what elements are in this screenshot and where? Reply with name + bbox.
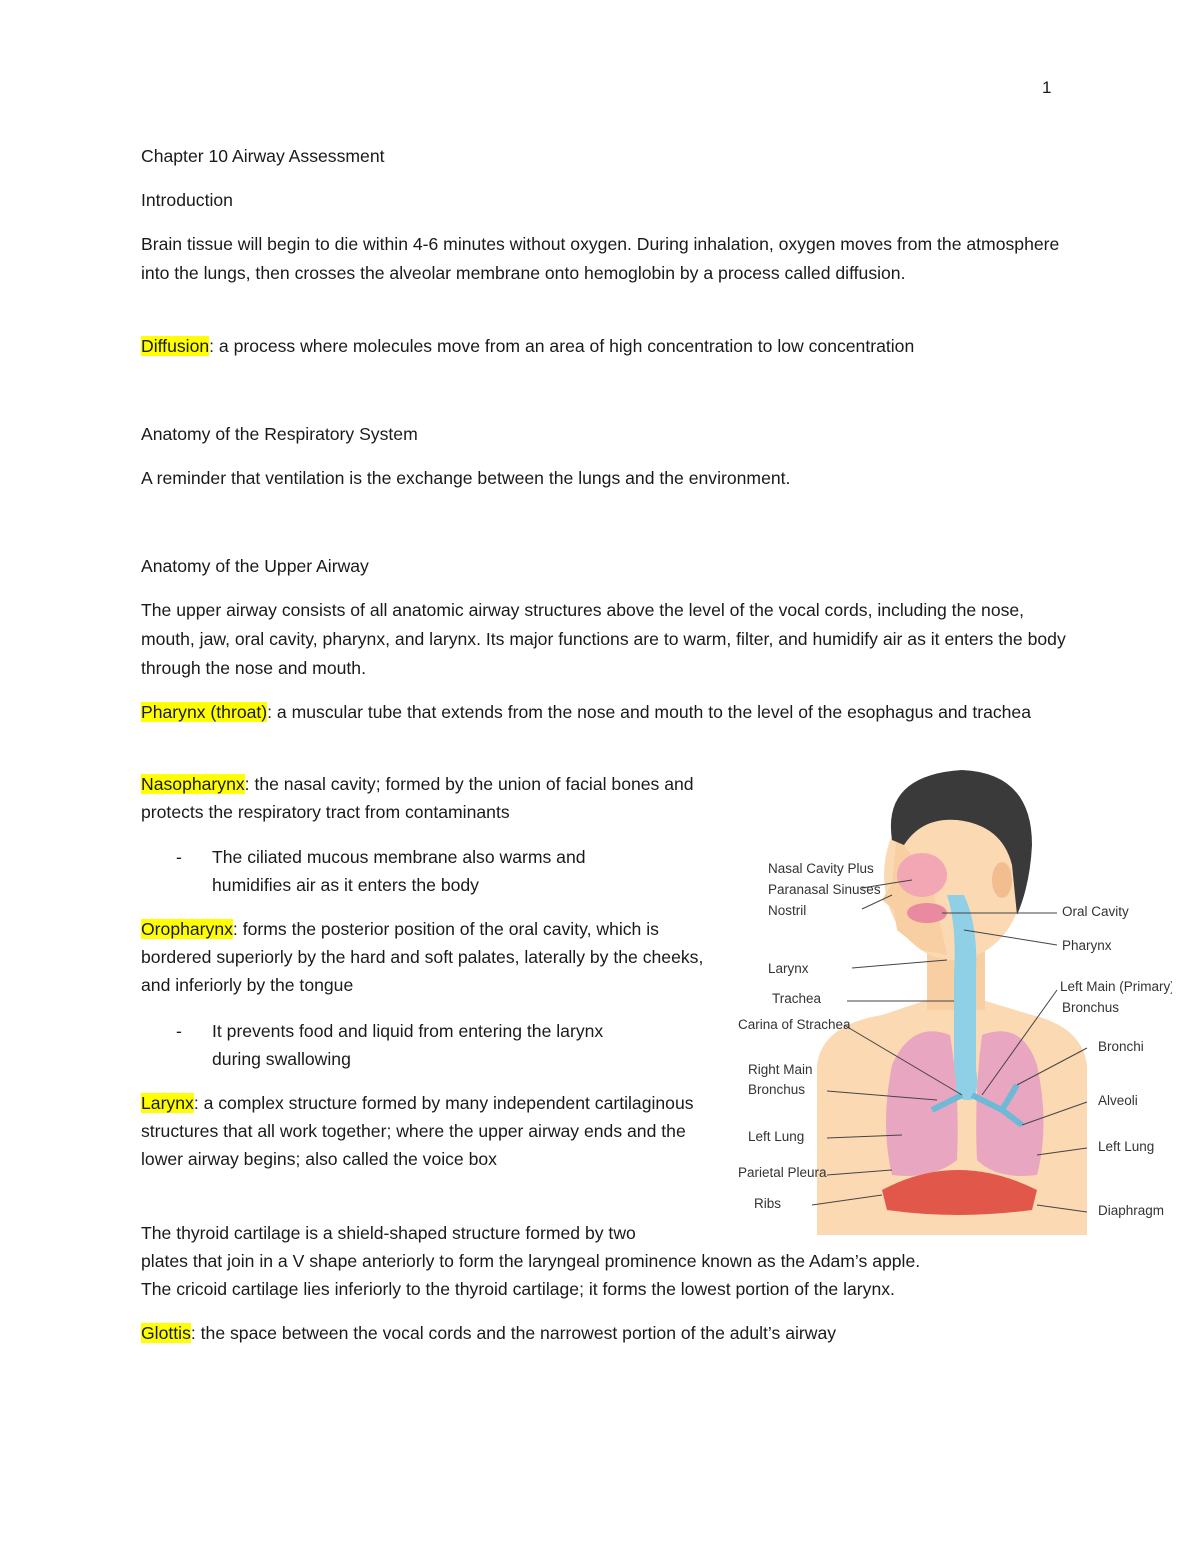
label-alveoli: Alveoli	[1098, 1093, 1138, 1108]
respiratory-system-figure	[732, 765, 1172, 1243]
label-oral-cavity: Oral Cavity	[1062, 904, 1129, 919]
pharynx-def: : a muscular tube that extends from the nose and mouth to the level of the esophagus and trachea	[267, 702, 1031, 722]
thyroid-line-2: plates that join in a V shape anteriorly to form the laryngeal prominence known as the Adam’s apple.	[141, 1251, 921, 1271]
page-number: 1	[1042, 78, 1052, 97]
label-left-lung-left: Left Lung	[748, 1129, 805, 1144]
label-ribs: Ribs	[754, 1196, 782, 1211]
label-carina: Carina of Strachea	[738, 1017, 851, 1032]
label-bronchi: Bronchi	[1098, 1039, 1144, 1054]
label-left-main-bronchus: Bronchus	[1062, 1000, 1120, 1015]
nasopharynx-definition	[141, 770, 721, 826]
diffusion-def: : a process where molecules move from an area of high concentration to low concentration	[209, 336, 915, 356]
label-left-lung-right: Left Lung	[1098, 1139, 1155, 1154]
ear	[992, 862, 1012, 898]
label-nasal-cavity: Nasal Cavity Plus	[768, 861, 874, 876]
label-paranasal-sinuses: Paranasal Sinuses	[768, 882, 881, 897]
respiratory-paragraph: A reminder that ventilation is the exchange between the lungs and the environment.	[141, 468, 791, 488]
thyroid-line-3: The cricoid cartilage lies inferiorly to the thyroid cartilage; it forms the lowest portion of the larynx.	[141, 1279, 895, 1299]
pharynx-definition	[141, 698, 1071, 726]
bullet-dash: -	[176, 1021, 182, 1041]
label-nostril: Nostril	[768, 903, 807, 918]
nasopharynx-def: : the nasal cavity; formed by the union of facial bones and protects the respiratory tract from contaminants	[141, 774, 694, 822]
label-pharynx: Pharynx	[1062, 938, 1112, 953]
chapter-title: Chapter 10 Airway Assessment	[141, 146, 385, 166]
oropharynx-term: Oropharynx	[141, 919, 233, 939]
oropharynx-def: : forms the posterior position of the oral cavity, which is bordered superiorly by the hard and soft palates, laterally by the cheeks, and inferiorly by the tongue	[141, 919, 704, 995]
upper-airway-heading: Anatomy of the Upper Airway	[141, 556, 369, 576]
label-left-main: Left Main (Primary)	[1060, 979, 1172, 994]
label-larynx: Larynx	[768, 961, 809, 976]
diffusion-definition	[141, 332, 1071, 360]
pharynx-term: Pharynx (throat)	[141, 702, 268, 722]
glottis-term: Glottis	[141, 1323, 191, 1343]
oropharynx-bullet-text: It prevents food and liquid from entering the larynx during swallowing	[212, 1021, 604, 1069]
label-parietal-pleura: Parietal Pleura	[738, 1165, 827, 1180]
oropharynx-definition	[141, 915, 721, 999]
thyroid-line-1: The thyroid cartilage is a shield-shaped structure formed by two	[141, 1223, 636, 1243]
larynx-def: : a complex structure formed by many independent cartilaginous structures that all work together; where the upper airway ends and the lower airway begins; also called the voice box	[141, 1093, 694, 1169]
glottis-definition	[141, 1319, 1071, 1347]
larynx-definition	[141, 1089, 721, 1173]
nasal-cavity	[897, 853, 947, 897]
label-right-main: Right Main	[748, 1062, 813, 1077]
glottis-def: : the space between the vocal cords and the narrowest portion of the adult’s airway	[190, 1323, 837, 1343]
respiratory-diagram	[732, 765, 1172, 1235]
oral-cavity	[907, 903, 947, 923]
intro-paragraph: Brain tissue will begin to die within 4-6 minutes without oxygen. During inhalation, oxygen moves from the atmosphere into the lungs, then crosses the alveolar membrane onto hemoglobin by a process called diffusion.	[141, 234, 1060, 283]
bullet-dash: -	[176, 847, 182, 867]
label-trachea: Trachea	[772, 991, 822, 1006]
label-right-main-bronchus: Bronchus	[748, 1082, 806, 1097]
respiratory-heading: Anatomy of the Respiratory System	[141, 424, 418, 444]
larynx-term: Larynx	[141, 1093, 194, 1113]
diffusion-term: Diffusion	[141, 336, 210, 356]
label-diaphragm: Diaphragm	[1098, 1203, 1165, 1218]
upper-airway-paragraph: The upper airway consists of all anatomic airway structures above the level of the vocal cords, including the nose, mouth, jaw, oral cavity, pharynx, and larynx. Its major functions are to warm, filter, and humidify air as it enters the body through the nose and mouth.	[141, 600, 1066, 678]
nasopharynx-bullet-text: The ciliated mucous membrane also warms and humidifies air as it enters the body	[212, 847, 586, 895]
nasopharynx-term: Nasopharynx	[141, 774, 245, 794]
intro-heading: Introduction	[141, 190, 233, 210]
